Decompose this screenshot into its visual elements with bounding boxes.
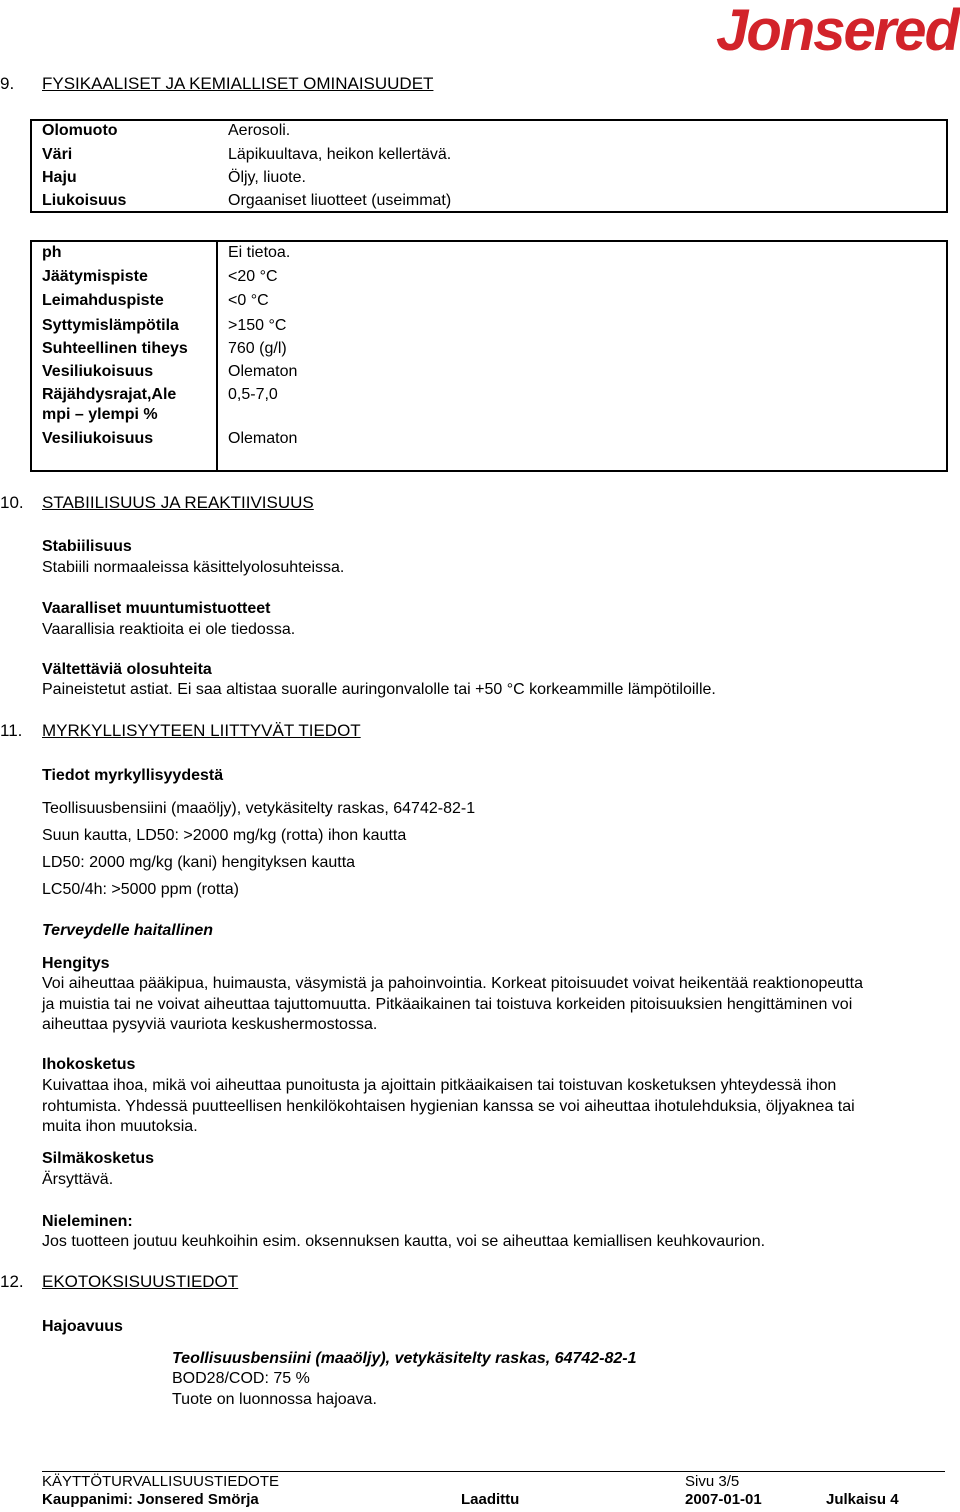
t1-value: Öljy, liuote. — [228, 169, 306, 186]
t2-label: mpi – ylempi % — [42, 406, 158, 423]
ingestion-heading: Nieleminen: — [42, 1213, 133, 1230]
t2-value: <20 °C — [228, 268, 278, 285]
footer-trade-name: Kauppanimi: Jonsered Smörja — [42, 1491, 259, 1508]
t2-label: Syttymislämpötila — [42, 317, 179, 334]
t2-value: >150 °C — [228, 317, 287, 334]
skin-contact-text-line: muita ihon muutoksia. — [42, 1118, 198, 1135]
properties-table-1 — [30, 119, 948, 213]
eye-contact-text: Ärsyttävä. — [42, 1171, 114, 1188]
ingestion-text: Jos tuotteen joutuu keuhkoihin esim. oksennuksen kautta, voi se aiheuttaa kemiallisen keuhkovaurion. — [42, 1233, 766, 1250]
t1-label: Väri — [42, 146, 73, 163]
t1-value: Aerosoli. — [228, 122, 291, 139]
t2-label: Leimahduspiste — [42, 292, 164, 309]
footer-divider — [42, 1471, 945, 1472]
toxicity-heading: Tiedot myrkyllisyydestä — [42, 767, 224, 784]
t2-value: <0 °C — [228, 292, 269, 309]
footer-doc-title: KÄYTTÖTURVALLISUUSTIEDOTE — [42, 1473, 279, 1490]
toxicity-line: Teollisuusbensiini (maaöljy), vetykäsitelty raskas, 64742-82-1 — [42, 800, 476, 817]
t1-label: Liukoisuus — [42, 192, 127, 209]
footer-edition: Julkaisu 4 — [826, 1491, 899, 1508]
table-2-divider — [216, 240, 218, 472]
t2-label: Jäätymispiste — [42, 268, 148, 285]
t1-label: Olomuoto — [42, 122, 118, 139]
stability-heading: Stabiilisuus — [42, 538, 132, 555]
t1-label: Haju — [42, 169, 77, 186]
t2-label: Vesiliukoisuus — [42, 363, 154, 380]
t1-value: Läpikuultava, heikon kellertävä. — [228, 146, 452, 163]
bod-cod-value: BOD28/COD: 75 % — [172, 1370, 310, 1387]
section-12-title: EKOTOKSISUUSTIEDOT — [42, 1272, 239, 1291]
t2-value: 0,5-7,0 — [228, 386, 278, 403]
t2-label: ph — [42, 244, 62, 261]
logo-text: Jonsered — [716, 0, 958, 58]
inhalation-heading: Hengitys — [42, 955, 110, 972]
biodegradability-text: Tuote on luonnossa hajoava. — [172, 1391, 377, 1408]
hazardous-products-text: Vaarallisia reaktioita ei ole tiedossa. — [42, 621, 296, 638]
footer-prepared-label: Laadittu — [461, 1491, 520, 1508]
section-9-number: 9. — [0, 74, 15, 93]
conditions-to-avoid-text: Paineistetut astiat. Ei saa altistaa suoralle auringonvalolle tai +50 °C korkeammille lämpötiloille. — [42, 681, 716, 698]
jonsered-logo — [672, 0, 960, 58]
inhalation-text-line: Voi aiheuttaa pääkipua, huimausta, väsymistä ja pahoinvointia. Korkeat pitoisuudet voivat heikentää reaktionopeutta — [42, 975, 863, 992]
substance-name: Teollisuusbensiini (maaöljy), vetykäsitelty raskas, 64742-82-1 — [172, 1350, 637, 1367]
t2-value: Ei tietoa. — [228, 244, 291, 261]
skin-contact-heading: Ihokosketus — [42, 1056, 136, 1073]
t1-value: Orgaaniset liuotteet (useimmat) — [228, 192, 452, 209]
section-9-title: FYSIKAALISET JA KEMIALLISET OMINAISUUDET — [42, 74, 434, 93]
t2-label: Vesiliukoisuus — [42, 430, 154, 447]
eye-contact-heading: Silmäkosketus — [42, 1150, 155, 1167]
toxicity-line: LD50: 2000 mg/kg (kani) hengityksen kautta — [42, 854, 356, 871]
inhalation-text-line: ja muistia tai ne voivat aiheuttaa tajuttomuutta. Pitkäaikainen tai toistuva korkeiden pitoisuuksien hengittäminen voi — [42, 996, 853, 1013]
section-11-number: 11. — [0, 721, 23, 740]
footer-page-number: Sivu 3/5 — [685, 1473, 740, 1490]
skin-contact-text-line: rohtumista. Yhdessä puutteellisen henkilökohtaisen hygienian kanssa se voi aiheuttaa ihotulehduksia, öljyaknea tai — [42, 1098, 855, 1115]
toxicity-line: Suun kautta, LD50: >2000 mg/kg (rotta) ihon kautta — [42, 827, 407, 844]
section-11-title: MYRKYLLISYYTEEN LIITTYVÄT TIEDOT — [42, 721, 361, 740]
t2-value: 760 (g/l) — [228, 340, 287, 357]
degradability-heading: Hajoavuus — [42, 1318, 123, 1335]
footer-date: 2007-01-01 — [685, 1491, 762, 1508]
section-12-number: 12. — [0, 1272, 24, 1291]
jonsered-logo-graphic — [672, 0, 960, 58]
t2-value: Olematon — [228, 430, 298, 447]
inhalation-text-line: aiheuttaa pysyviä vauriota keskushermostossa. — [42, 1016, 378, 1033]
toxicity-line: LC50/4h: >5000 ppm (rotta) — [42, 881, 240, 898]
stability-text: Stabiili normaaleissa käsittelyolosuhteissa. — [42, 559, 345, 576]
section-10-title: STABIILISUUS JA REAKTIIVISUUS — [42, 493, 314, 512]
conditions-to-avoid-heading: Vältettäviä olosuhteita — [42, 661, 212, 678]
hazardous-products-heading: Vaaralliset muuntumistuotteet — [42, 600, 271, 617]
t2-label: Räjähdysrajat,Ale — [42, 386, 177, 403]
health-hazards-heading: Terveydelle haitallinen — [42, 922, 214, 939]
skin-contact-text-line: Kuivattaa ihoa, mikä voi aiheuttaa punoitusta ja ajoittain pitkäaikaisen tai toistuvan kosketuksen yhteydessä ihon — [42, 1077, 837, 1094]
t2-label: Suhteellinen tiheys — [42, 340, 188, 357]
t2-value: Olematon — [228, 363, 298, 380]
section-10-number: 10. — [0, 493, 24, 512]
